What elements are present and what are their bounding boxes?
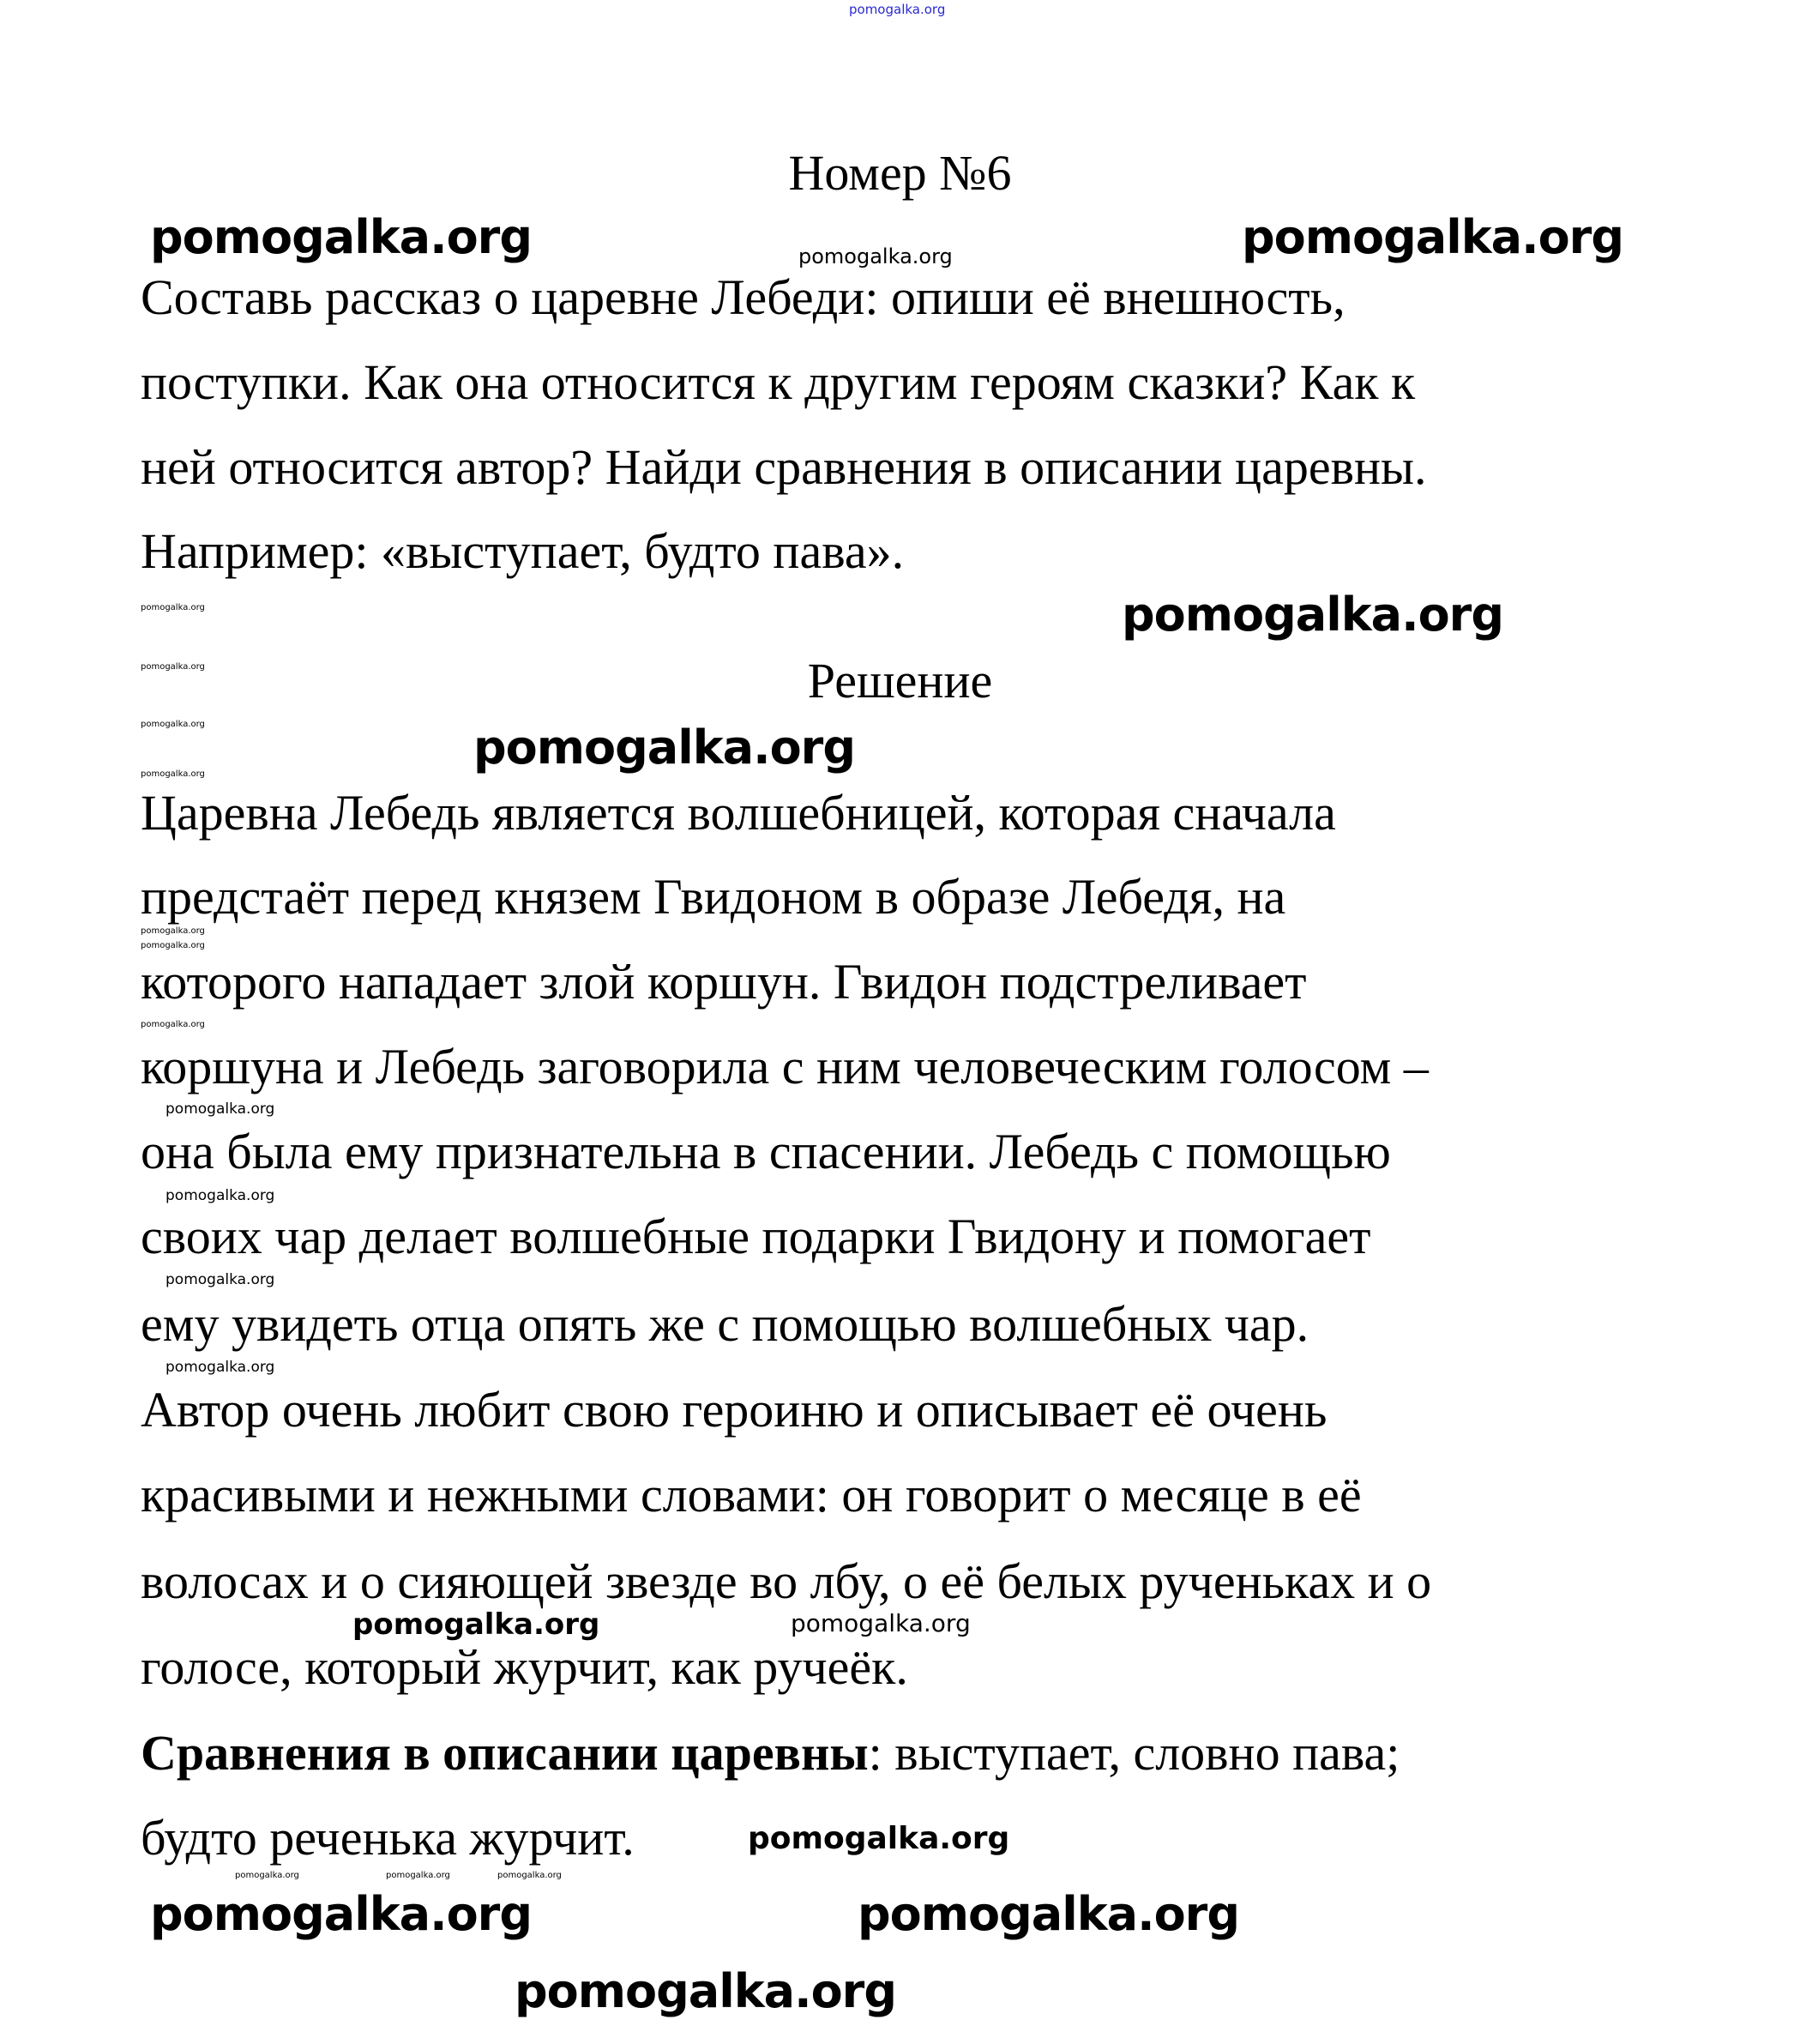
watermark: pomogalka.org — [748, 1821, 1010, 1856]
watermark: pomogalka.org — [141, 769, 205, 779]
watermark: pomogalka.org — [141, 926, 205, 936]
solution-line: ему увидеть отца опять же с помощью волшебных чар. — [141, 1296, 1309, 1352]
watermark: pomogalka.org — [150, 1887, 532, 1941]
solution-line: она была ему признательна в спасении. Лебедь с помощью — [141, 1124, 1391, 1179]
solution-line: своих чар делает волшебные подарки Гвидону и помогает — [141, 1209, 1371, 1264]
watermark: pomogalka.org — [141, 941, 205, 950]
watermark: pomogalka.org — [497, 1871, 562, 1880]
comparisons-text: : выступает, словно пава; — [868, 1725, 1400, 1781]
comparisons-line: будто реченька журчит. — [141, 1810, 635, 1866]
solution-line: Автор очень любит свою героиню и описывает её очень — [141, 1382, 1327, 1438]
comparisons-line — [141, 1725, 1400, 1781]
solution-line: Царевна Лебедь является волшебницей, которая сначала — [141, 785, 1336, 841]
watermark: pomogalka.org — [166, 1359, 275, 1376]
watermark: pomogalka.org — [166, 1271, 275, 1288]
watermark: pomogalka.org — [141, 662, 205, 672]
question-line: Например: «выступает, будто пава». — [141, 523, 905, 579]
header-watermark-link[interactable]: pomogalka.org — [849, 2, 946, 17]
solution-line: красивыми и нежными словами: он говорит о месяце в её — [141, 1467, 1362, 1522]
watermark: pomogalka.org — [141, 720, 205, 729]
watermark: pomogalka.org — [1122, 588, 1503, 642]
watermark: pomogalka.org — [791, 1609, 971, 1637]
solution-line: голосе, который журчит, как ручеёк. — [141, 1639, 908, 1695]
watermark: pomogalka.org — [141, 603, 205, 612]
watermark: pomogalka.org — [352, 1607, 600, 1642]
solution-line: коршуна и Лебедь заговорила с ним человеческим голосом – — [141, 1039, 1429, 1094]
watermark: pomogalka.org — [166, 1100, 275, 1118]
solution-line: волосах и о сияющей звезде во лбу, о её белых рученьках и о — [141, 1553, 1432, 1609]
solution-line: предстаёт перед князем Гвидоном в образе Лебедя, на — [141, 869, 1286, 925]
solution-heading: Решение — [807, 653, 993, 708]
question-line: Составь рассказ о царевне Лебеди: опиши её внешность, — [141, 269, 1345, 325]
watermark: pomogalka.org — [166, 1187, 275, 1204]
watermark: pomogalka.org — [1242, 210, 1623, 264]
watermark: pomogalka.org — [515, 1964, 896, 2018]
page-title: Номер №6 — [788, 145, 1012, 201]
watermark: pomogalka.org — [798, 244, 953, 268]
question-line: поступки. Как она относится к другим героям сказки? Как к — [141, 354, 1416, 410]
solution-line: которого нападает злой коршун. Гвидон подстреливает — [141, 954, 1307, 1010]
question-line: ней относится автор? Найди сравнения в описании царевны. — [141, 439, 1427, 495]
watermark: pomogalka.org — [386, 1871, 450, 1880]
watermark: pomogalka.org — [150, 210, 532, 264]
watermark: pomogalka.org — [235, 1871, 299, 1880]
watermark: pomogalka.org — [858, 1887, 1239, 1941]
watermark: pomogalka.org — [141, 1020, 205, 1029]
comparisons-label: Сравнения в описании царевны — [141, 1725, 869, 1781]
watermark: pomogalka.org — [473, 721, 855, 775]
